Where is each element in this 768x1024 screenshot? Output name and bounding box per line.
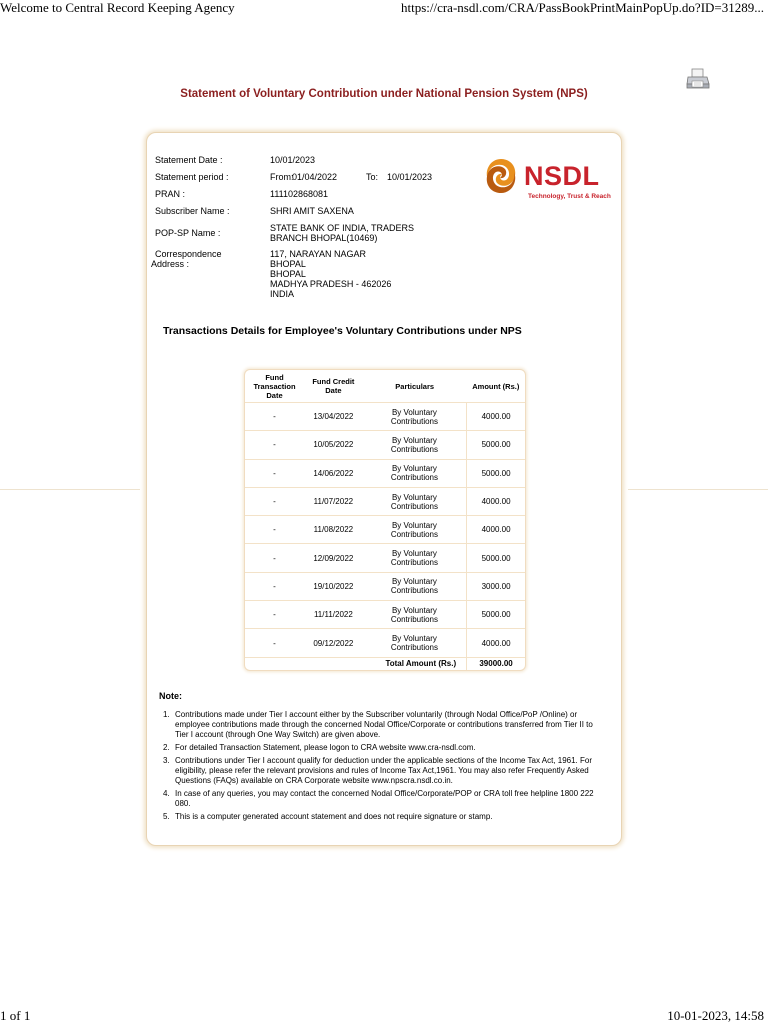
cell-particulars: By Voluntary Contributions bbox=[363, 601, 467, 629]
popsp-line2: BRANCH BHOPAL(10469) bbox=[270, 233, 378, 243]
note-item bbox=[163, 789, 603, 809]
table-row bbox=[245, 459, 525, 487]
printer-icon[interactable] bbox=[686, 68, 710, 90]
cell-credit-date: 10/05/2022 bbox=[304, 431, 363, 459]
divider-left bbox=[0, 489, 140, 490]
header-amount: Amount (Rs.) bbox=[472, 381, 520, 391]
transactions-table bbox=[244, 369, 526, 671]
header-particulars: Particulars bbox=[395, 381, 435, 391]
nsdl-brand-name: NSDL bbox=[524, 161, 600, 191]
cell-credit-date: 09/12/2022 bbox=[304, 629, 363, 657]
header-fund-txn-date: Fund Transaction Date bbox=[253, 372, 296, 400]
note-number: 4. bbox=[163, 789, 170, 798]
note-number: 5. bbox=[163, 812, 170, 821]
statement-card bbox=[146, 132, 622, 846]
statement-date-label: Statement Date : bbox=[155, 155, 223, 165]
statement-date-value: 10/01/2023 bbox=[270, 155, 316, 165]
cell-txn-date: - bbox=[245, 629, 304, 657]
period-from-label: From: bbox=[270, 172, 294, 182]
note-item bbox=[163, 710, 603, 740]
note-text: Contributions made under Tier I account either by the Subscriber voluntarily (through Nodal Office/PoP /Online) or employee contributions made through the concerned Nodal Office/Corporate or contributions transferred from Tier II to Tier I account (through One Way Switch) are given above. bbox=[175, 710, 593, 739]
cell-credit-date: 13/04/2022 bbox=[304, 403, 363, 431]
notes-list bbox=[163, 710, 603, 825]
cell-credit-date: 12/09/2022 bbox=[304, 544, 363, 572]
cell-txn-date: - bbox=[245, 572, 304, 600]
cell-txn-date: - bbox=[245, 516, 304, 544]
cell-particulars: By Voluntary Contributions bbox=[363, 544, 467, 572]
cell-particulars: By Voluntary Contributions bbox=[363, 403, 467, 431]
cell-credit-date: 11/08/2022 bbox=[304, 516, 363, 544]
note-text: Contributions under Tier I account qualify for deduction under the applicable sections of the Income Tax Act, 1961. For eligibility, please refer the relevant provisions and rules of Income Tax Act,1961. You may also refer Frequently Asked Questions (FAQs) available on CRA Corporate website www.npscra.nsdl.co.in. bbox=[175, 756, 592, 785]
address-line5: INDIA bbox=[270, 289, 295, 299]
page-title: Statement of Voluntary Contribution under National Pension System (NPS) bbox=[180, 88, 588, 100]
subscriber-value: SHRI AMIT SAXENA bbox=[270, 206, 354, 216]
popsp-label: POP-SP Name : bbox=[155, 228, 221, 238]
total-row bbox=[245, 657, 525, 670]
address-line3: BHOPAL bbox=[270, 269, 306, 279]
table-row bbox=[245, 431, 525, 459]
table-row bbox=[245, 487, 525, 515]
note-number: 2. bbox=[163, 743, 170, 752]
cell-amount: 3000.00 bbox=[467, 572, 525, 600]
cell-amount: 5000.00 bbox=[467, 601, 525, 629]
header-fund-credit-date: Fund Credit Date bbox=[312, 377, 355, 395]
cell-amount: 5000.00 bbox=[467, 431, 525, 459]
nsdl-logo-icon bbox=[480, 155, 522, 197]
address-line4: MADHYA PRADESH - 462026 bbox=[270, 279, 392, 289]
note-text: For detailed Transaction Statement, please logon to CRA website www.cra-nsdl.com. bbox=[175, 743, 476, 752]
cell-txn-date: - bbox=[245, 403, 304, 431]
address-label-2: Address : bbox=[151, 259, 190, 269]
note-number: 3. bbox=[163, 756, 170, 765]
cell-txn-date: - bbox=[245, 601, 304, 629]
cell-credit-date: 19/10/2022 bbox=[304, 572, 363, 600]
cell-amount: 4000.00 bbox=[467, 403, 525, 431]
cell-particulars: By Voluntary Contributions bbox=[363, 459, 467, 487]
note-text: In case of any queries, you may contact the concerned Nodal Office/Corporate/POP or CRA toll free helpline 1800 222 080. bbox=[175, 789, 594, 808]
period-to-label: To: bbox=[366, 172, 379, 182]
cell-txn-date: - bbox=[245, 544, 304, 572]
print-footer-datetime: 10-01-2023, 14:58 bbox=[667, 1008, 764, 1023]
cell-amount: 4000.00 bbox=[467, 487, 525, 515]
cell-amount: 4000.00 bbox=[467, 516, 525, 544]
note-text: This is a computer generated account statement and does not require signature or stamp. bbox=[175, 812, 493, 821]
address-line2: BHOPAL bbox=[270, 259, 306, 269]
print-header-title: Welcome to Central Record Keeping Agency bbox=[0, 0, 235, 15]
cell-particulars: By Voluntary Contributions bbox=[363, 431, 467, 459]
transactions-section-title: Transactions Details for Employee's Voluntary Contributions under NPS bbox=[163, 325, 522, 337]
nsdl-logo bbox=[480, 155, 620, 205]
cell-particulars: By Voluntary Contributions bbox=[363, 487, 467, 515]
nsdl-tagline: Technology, Trust & Reach bbox=[528, 193, 611, 200]
cell-credit-date: 11/07/2022 bbox=[304, 487, 363, 515]
table-row bbox=[245, 572, 525, 600]
statement-period-label: Statement period : bbox=[155, 172, 229, 182]
cell-credit-date: 11/11/2022 bbox=[304, 601, 363, 629]
pran-label: PRAN : bbox=[155, 189, 186, 199]
total-label: Total Amount (Rs.) bbox=[245, 657, 467, 670]
pran-value: 111102868081 bbox=[270, 189, 329, 199]
period-to-value: 10/01/2023 bbox=[387, 172, 433, 182]
note-title: Note: bbox=[159, 691, 182, 701]
cell-particulars: By Voluntary Contributions bbox=[363, 629, 467, 657]
print-header-url: https://cra-nsdl.com/CRA/PassBookPrintMainPopUp.do?ID=31289... bbox=[400, 0, 764, 15]
cell-txn-date: - bbox=[245, 487, 304, 515]
note-item bbox=[163, 756, 603, 786]
subscriber-label: Subscriber Name : bbox=[155, 206, 230, 216]
note-item bbox=[163, 812, 603, 822]
address-line1: 117, NARAYAN NAGAR bbox=[270, 249, 367, 259]
cell-txn-date: - bbox=[245, 431, 304, 459]
print-footer-page: 1 of 1 bbox=[0, 1008, 31, 1023]
cell-amount: 5000.00 bbox=[467, 459, 525, 487]
cell-particulars: By Voluntary Contributions bbox=[363, 516, 467, 544]
cell-amount: 4000.00 bbox=[467, 629, 525, 657]
divider-right bbox=[628, 489, 768, 490]
popsp-line1: STATE BANK OF INDIA, TRADERS bbox=[270, 223, 415, 233]
table-row bbox=[245, 601, 525, 629]
address-label-1: Correspondence bbox=[155, 249, 222, 259]
note-item bbox=[163, 743, 603, 753]
cell-particulars: By Voluntary Contributions bbox=[363, 572, 467, 600]
table-row bbox=[245, 544, 525, 572]
table-header-row bbox=[245, 370, 525, 403]
table-row bbox=[245, 516, 525, 544]
period-from-value: 01/04/2022 bbox=[292, 172, 338, 182]
cell-amount: 5000.00 bbox=[467, 544, 525, 572]
table-row bbox=[245, 403, 525, 431]
note-number: 1. bbox=[163, 710, 170, 719]
cell-credit-date: 14/06/2022 bbox=[304, 459, 363, 487]
table-row bbox=[245, 629, 525, 657]
total-value: 39000.00 bbox=[467, 657, 525, 670]
cell-txn-date: - bbox=[245, 459, 304, 487]
